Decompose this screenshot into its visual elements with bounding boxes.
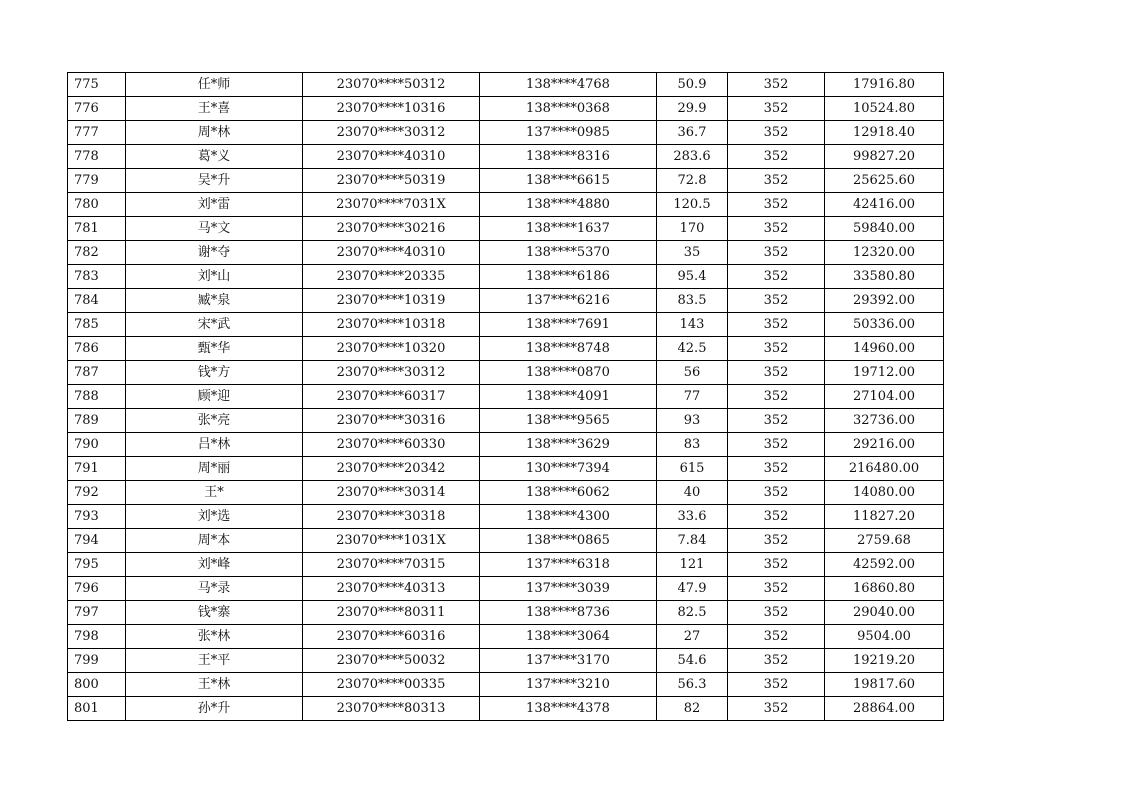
amount-cell: 29392.00 (825, 289, 944, 313)
row-number-cell: 781 (68, 217, 126, 241)
name-cell: 孙*升 (126, 697, 303, 721)
amount-cell: 42416.00 (825, 193, 944, 217)
row-number-cell: 780 (68, 193, 126, 217)
id-number-cell: 23070****30316 (303, 409, 480, 433)
phone-cell: 137****3210 (480, 673, 657, 697)
unit-price-cell: 352 (728, 505, 825, 529)
quantity-cell: 42.5 (657, 337, 728, 361)
table-body (68, 73, 944, 721)
amount-cell: 32736.00 (825, 409, 944, 433)
unit-price-cell: 352 (728, 697, 825, 721)
unit-price-cell: 352 (728, 73, 825, 97)
quantity-cell: 83 (657, 433, 728, 457)
unit-price-cell: 352 (728, 97, 825, 121)
phone-cell: 138****4300 (480, 505, 657, 529)
amount-cell: 28864.00 (825, 697, 944, 721)
phone-cell: 138****4880 (480, 193, 657, 217)
name-cell: 甄*华 (126, 337, 303, 361)
row-number-cell: 798 (68, 625, 126, 649)
table-row (68, 673, 944, 697)
name-cell: 钱*方 (126, 361, 303, 385)
name-cell: 吕*林 (126, 433, 303, 457)
phone-cell: 138****4091 (480, 385, 657, 409)
unit-price-cell: 352 (728, 289, 825, 313)
id-number-cell: 23070****20342 (303, 457, 480, 481)
unit-price-cell: 352 (728, 577, 825, 601)
unit-price-cell: 352 (728, 553, 825, 577)
id-number-cell: 23070****60316 (303, 625, 480, 649)
row-number-cell: 782 (68, 241, 126, 265)
table-row (68, 697, 944, 721)
amount-cell: 59840.00 (825, 217, 944, 241)
id-number-cell: 23070****30318 (303, 505, 480, 529)
name-cell: 顾*迎 (126, 385, 303, 409)
name-cell: 王* (126, 481, 303, 505)
table-row (68, 409, 944, 433)
amount-cell: 19219.20 (825, 649, 944, 673)
quantity-cell: 27 (657, 625, 728, 649)
phone-cell: 137****6216 (480, 289, 657, 313)
amount-cell: 29040.00 (825, 601, 944, 625)
unit-price-cell: 352 (728, 265, 825, 289)
quantity-cell: 50.9 (657, 73, 728, 97)
quantity-cell: 56 (657, 361, 728, 385)
id-number-cell: 23070****80313 (303, 697, 480, 721)
id-number-cell: 23070****80311 (303, 601, 480, 625)
amount-cell: 50336.00 (825, 313, 944, 337)
id-number-cell: 23070****10320 (303, 337, 480, 361)
unit-price-cell: 352 (728, 241, 825, 265)
row-number-cell: 783 (68, 265, 126, 289)
id-number-cell: 23070****50319 (303, 169, 480, 193)
id-number-cell: 23070****70315 (303, 553, 480, 577)
quantity-cell: 29.9 (657, 97, 728, 121)
phone-cell: 137****3170 (480, 649, 657, 673)
name-cell: 臧*泉 (126, 289, 303, 313)
phone-cell: 138****4378 (480, 697, 657, 721)
quantity-cell: 283.6 (657, 145, 728, 169)
unit-price-cell: 352 (728, 409, 825, 433)
unit-price-cell: 352 (728, 145, 825, 169)
data-table (67, 72, 944, 721)
quantity-cell: 82.5 (657, 601, 728, 625)
quantity-cell: 47.9 (657, 577, 728, 601)
phone-cell: 138****6186 (480, 265, 657, 289)
amount-cell: 27104.00 (825, 385, 944, 409)
row-number-cell: 791 (68, 457, 126, 481)
unit-price-cell: 352 (728, 481, 825, 505)
row-number-cell: 797 (68, 601, 126, 625)
row-number-cell: 794 (68, 529, 126, 553)
table-row (68, 241, 944, 265)
name-cell: 张*林 (126, 625, 303, 649)
name-cell: 王*林 (126, 673, 303, 697)
amount-cell: 12320.00 (825, 241, 944, 265)
table-row (68, 169, 944, 193)
phone-cell: 138****3064 (480, 625, 657, 649)
table-row (68, 97, 944, 121)
table-row (68, 577, 944, 601)
amount-cell: 17916.80 (825, 73, 944, 97)
unit-price-cell: 352 (728, 193, 825, 217)
row-number-cell: 779 (68, 169, 126, 193)
table-row (68, 553, 944, 577)
quantity-cell: 36.7 (657, 121, 728, 145)
row-number-cell: 785 (68, 313, 126, 337)
phone-cell: 138****4768 (480, 73, 657, 97)
phone-cell: 137****6318 (480, 553, 657, 577)
id-number-cell: 23070****1031X (303, 529, 480, 553)
quantity-cell: 615 (657, 457, 728, 481)
id-number-cell: 23070****00335 (303, 673, 480, 697)
table-row (68, 337, 944, 361)
quantity-cell: 95.4 (657, 265, 728, 289)
table-row (68, 145, 944, 169)
phone-cell: 138****7691 (480, 313, 657, 337)
name-cell: 张*亮 (126, 409, 303, 433)
table-row (68, 265, 944, 289)
unit-price-cell: 352 (728, 625, 825, 649)
amount-cell: 14960.00 (825, 337, 944, 361)
table-row (68, 361, 944, 385)
amount-cell: 9504.00 (825, 625, 944, 649)
unit-price-cell: 352 (728, 121, 825, 145)
phone-cell: 138****9565 (480, 409, 657, 433)
unit-price-cell: 352 (728, 649, 825, 673)
id-number-cell: 23070****30312 (303, 361, 480, 385)
name-cell: 任*师 (126, 73, 303, 97)
unit-price-cell: 352 (728, 529, 825, 553)
quantity-cell: 56.3 (657, 673, 728, 697)
amount-cell: 11827.20 (825, 505, 944, 529)
phone-cell: 137****0985 (480, 121, 657, 145)
table-row (68, 625, 944, 649)
id-number-cell: 23070****10316 (303, 97, 480, 121)
name-cell: 周*本 (126, 529, 303, 553)
table-row (68, 505, 944, 529)
phone-cell: 138****5370 (480, 241, 657, 265)
table-row (68, 121, 944, 145)
table-row (68, 529, 944, 553)
table-row (68, 73, 944, 97)
table-row (68, 289, 944, 313)
table-row (68, 649, 944, 673)
table-row (68, 313, 944, 337)
id-number-cell: 23070****30216 (303, 217, 480, 241)
row-number-cell: 799 (68, 649, 126, 673)
row-number-cell: 789 (68, 409, 126, 433)
row-number-cell: 777 (68, 121, 126, 145)
row-number-cell: 795 (68, 553, 126, 577)
row-number-cell: 793 (68, 505, 126, 529)
unit-price-cell: 352 (728, 169, 825, 193)
row-number-cell: 790 (68, 433, 126, 457)
table-row (68, 481, 944, 505)
unit-price-cell: 352 (728, 433, 825, 457)
phone-cell: 138****0870 (480, 361, 657, 385)
table-row (68, 217, 944, 241)
name-cell: 马*文 (126, 217, 303, 241)
name-cell: 刘*山 (126, 265, 303, 289)
quantity-cell: 35 (657, 241, 728, 265)
table-row (68, 433, 944, 457)
quantity-cell: 7.84 (657, 529, 728, 553)
amount-cell: 10524.80 (825, 97, 944, 121)
amount-cell: 2759.68 (825, 529, 944, 553)
amount-cell: 99827.20 (825, 145, 944, 169)
quantity-cell: 82 (657, 697, 728, 721)
phone-cell: 138****0865 (480, 529, 657, 553)
id-number-cell: 23070****60330 (303, 433, 480, 457)
id-number-cell: 23070****20335 (303, 265, 480, 289)
table-row (68, 601, 944, 625)
id-number-cell: 23070****7031X (303, 193, 480, 217)
id-number-cell: 23070****40313 (303, 577, 480, 601)
row-number-cell: 792 (68, 481, 126, 505)
name-cell: 刘*雷 (126, 193, 303, 217)
id-number-cell: 23070****50312 (303, 73, 480, 97)
row-number-cell: 776 (68, 97, 126, 121)
amount-cell: 29216.00 (825, 433, 944, 457)
unit-price-cell: 352 (728, 361, 825, 385)
unit-price-cell: 352 (728, 217, 825, 241)
id-number-cell: 23070****40310 (303, 145, 480, 169)
phone-cell: 138****6615 (480, 169, 657, 193)
name-cell: 王*喜 (126, 97, 303, 121)
phone-cell: 138****8748 (480, 337, 657, 361)
amount-cell: 33580.80 (825, 265, 944, 289)
unit-price-cell: 352 (728, 313, 825, 337)
name-cell: 吴*升 (126, 169, 303, 193)
phone-cell: 130****7394 (480, 457, 657, 481)
quantity-cell: 170 (657, 217, 728, 241)
row-number-cell: 787 (68, 361, 126, 385)
row-number-cell: 796 (68, 577, 126, 601)
quantity-cell: 77 (657, 385, 728, 409)
phone-cell: 138****8736 (480, 601, 657, 625)
quantity-cell: 121 (657, 553, 728, 577)
row-number-cell: 778 (68, 145, 126, 169)
table-row (68, 385, 944, 409)
phone-cell: 138****3629 (480, 433, 657, 457)
row-number-cell: 786 (68, 337, 126, 361)
name-cell: 周*丽 (126, 457, 303, 481)
phone-cell: 138****0368 (480, 97, 657, 121)
row-number-cell: 775 (68, 73, 126, 97)
id-number-cell: 23070****30312 (303, 121, 480, 145)
amount-cell: 216480.00 (825, 457, 944, 481)
quantity-cell: 143 (657, 313, 728, 337)
phone-cell: 138****6062 (480, 481, 657, 505)
unit-price-cell: 352 (728, 601, 825, 625)
id-number-cell: 23070****40310 (303, 241, 480, 265)
unit-price-cell: 352 (728, 457, 825, 481)
unit-price-cell: 352 (728, 673, 825, 697)
name-cell: 钱*寨 (126, 601, 303, 625)
name-cell: 刘*峰 (126, 553, 303, 577)
name-cell: 谢*夺 (126, 241, 303, 265)
amount-cell: 19817.60 (825, 673, 944, 697)
amount-cell: 42592.00 (825, 553, 944, 577)
unit-price-cell: 352 (728, 337, 825, 361)
amount-cell: 25625.60 (825, 169, 944, 193)
id-number-cell: 23070****60317 (303, 385, 480, 409)
name-cell: 王*平 (126, 649, 303, 673)
amount-cell: 14080.00 (825, 481, 944, 505)
id-number-cell: 23070****30314 (303, 481, 480, 505)
unit-price-cell: 352 (728, 385, 825, 409)
name-cell: 刘*选 (126, 505, 303, 529)
quantity-cell: 33.6 (657, 505, 728, 529)
name-cell: 葛*义 (126, 145, 303, 169)
row-number-cell: 801 (68, 697, 126, 721)
quantity-cell: 40 (657, 481, 728, 505)
quantity-cell: 120.5 (657, 193, 728, 217)
name-cell: 马*录 (126, 577, 303, 601)
name-cell: 宋*武 (126, 313, 303, 337)
amount-cell: 12918.40 (825, 121, 944, 145)
amount-cell: 19712.00 (825, 361, 944, 385)
row-number-cell: 800 (68, 673, 126, 697)
name-cell: 周*林 (126, 121, 303, 145)
table-row (68, 193, 944, 217)
phone-cell: 138****8316 (480, 145, 657, 169)
row-number-cell: 784 (68, 289, 126, 313)
row-number-cell: 788 (68, 385, 126, 409)
quantity-cell: 83.5 (657, 289, 728, 313)
id-number-cell: 23070****10319 (303, 289, 480, 313)
table-row (68, 457, 944, 481)
phone-cell: 138****1637 (480, 217, 657, 241)
phone-cell: 137****3039 (480, 577, 657, 601)
id-number-cell: 23070****50032 (303, 649, 480, 673)
quantity-cell: 54.6 (657, 649, 728, 673)
amount-cell: 16860.80 (825, 577, 944, 601)
quantity-cell: 93 (657, 409, 728, 433)
quantity-cell: 72.8 (657, 169, 728, 193)
id-number-cell: 23070****10318 (303, 313, 480, 337)
